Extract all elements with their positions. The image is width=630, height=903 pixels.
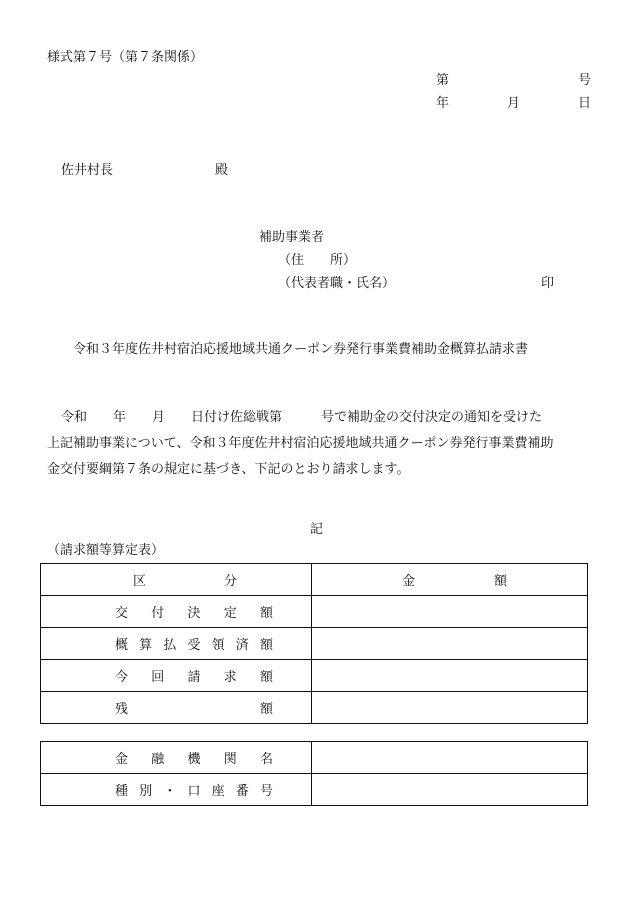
label-char: 号 bbox=[259, 784, 273, 799]
label-char: 額 bbox=[259, 702, 273, 717]
table-row bbox=[41, 774, 588, 806]
amount-cell[interactable] bbox=[312, 596, 588, 628]
table-header-row bbox=[41, 564, 588, 596]
label-char: 額 bbox=[259, 670, 273, 685]
amount-cell[interactable] bbox=[312, 628, 588, 660]
label-char: 残 bbox=[115, 702, 129, 717]
applicant-title: 補助事業者 bbox=[259, 230, 325, 245]
bank-value-cell[interactable] bbox=[312, 742, 588, 774]
doc-number-prefix: 第 bbox=[436, 73, 450, 88]
form-number: 様式第７号（第７条関係） bbox=[47, 50, 204, 65]
bank-value-cell[interactable] bbox=[312, 774, 588, 806]
label-char: 機 bbox=[187, 752, 201, 767]
label-char: 名 bbox=[259, 752, 273, 767]
label-char: 済 bbox=[235, 638, 249, 653]
label-char: 交 bbox=[115, 606, 129, 621]
calc-table bbox=[40, 563, 588, 724]
addressee-name: 佐井村長 bbox=[61, 163, 114, 178]
table-row bbox=[41, 692, 588, 724]
label-char: 口 bbox=[187, 784, 201, 799]
label-char: 算 bbox=[139, 638, 153, 653]
seal-mark: 印 bbox=[541, 276, 555, 291]
body-line-1: 令和 年 月 日付け佐総戦第 号で補助金の交付決定の通知を受けた bbox=[61, 410, 543, 425]
label-char: ・ bbox=[163, 784, 177, 799]
label-char: 回 bbox=[151, 670, 165, 685]
table-row bbox=[41, 660, 588, 692]
doc-number-suffix: 号 bbox=[578, 73, 592, 88]
date-day: 日 bbox=[578, 96, 592, 111]
label-char: 領 bbox=[211, 638, 225, 653]
table-caption: （請求額等算定表） bbox=[47, 543, 165, 558]
header-category-char: 分 bbox=[223, 574, 237, 589]
row-label-kinyu-kikan bbox=[41, 742, 312, 774]
addressee-honorific: 殿 bbox=[215, 163, 229, 178]
label-char: 別 bbox=[139, 784, 153, 799]
row-label-kofu-kettei bbox=[41, 596, 312, 628]
header-category bbox=[41, 564, 312, 596]
applicant-representative-label: （代表者職・氏名） bbox=[278, 276, 396, 291]
date-year: 年 bbox=[436, 96, 450, 111]
label-char: 付 bbox=[151, 606, 165, 621]
bank-table bbox=[40, 741, 588, 806]
label-char: 座 bbox=[211, 784, 225, 799]
ki-mark: 記 bbox=[310, 522, 324, 537]
label-char: 払 bbox=[163, 638, 177, 653]
label-char: 関 bbox=[223, 752, 237, 767]
table-row bbox=[41, 628, 588, 660]
header-amount-char: 金 bbox=[402, 574, 416, 589]
label-char: 額 bbox=[259, 638, 273, 653]
header-amount bbox=[312, 564, 588, 596]
label-char: 概 bbox=[115, 638, 129, 653]
body-paragraph bbox=[47, 405, 590, 483]
amount-cell[interactable] bbox=[312, 692, 588, 724]
document-title: 令和３年度佐井村宿泊応援地域共通クーポン券発行事業費補助金概算払請求書 bbox=[73, 342, 529, 357]
label-char: 種 bbox=[115, 784, 129, 799]
row-label-koza-bango bbox=[41, 774, 312, 806]
label-char: 請 bbox=[187, 670, 201, 685]
header-category-char: 区 bbox=[133, 574, 147, 589]
date-month: 月 bbox=[507, 96, 521, 111]
label-char: 金 bbox=[115, 752, 129, 767]
body-line-3: 金交付要綱第７条の規定に基づき、下記のとおり請求します。 bbox=[47, 462, 410, 477]
label-char: 今 bbox=[115, 670, 129, 685]
body-line-2: 上記補助事業について、令和３年度佐井村宿泊応援地域共通クーポン券発行事業費補助 bbox=[47, 436, 554, 451]
row-label-gaisan-juryozumi bbox=[41, 628, 312, 660]
applicant-address-label: （住 所） bbox=[278, 253, 357, 268]
label-char: 決 bbox=[187, 606, 201, 621]
label-char: 受 bbox=[187, 638, 201, 653]
label-char: 番 bbox=[235, 784, 249, 799]
table-row bbox=[41, 596, 588, 628]
label-char: 定 bbox=[223, 606, 237, 621]
label-char: 融 bbox=[151, 752, 165, 767]
row-label-zangaku bbox=[41, 692, 312, 724]
amount-cell[interactable] bbox=[312, 660, 588, 692]
row-label-konkai-seikyu bbox=[41, 660, 312, 692]
label-char: 額 bbox=[259, 606, 273, 621]
table-row bbox=[41, 742, 588, 774]
header-amount-char: 額 bbox=[493, 574, 507, 589]
label-char: 求 bbox=[223, 670, 237, 685]
